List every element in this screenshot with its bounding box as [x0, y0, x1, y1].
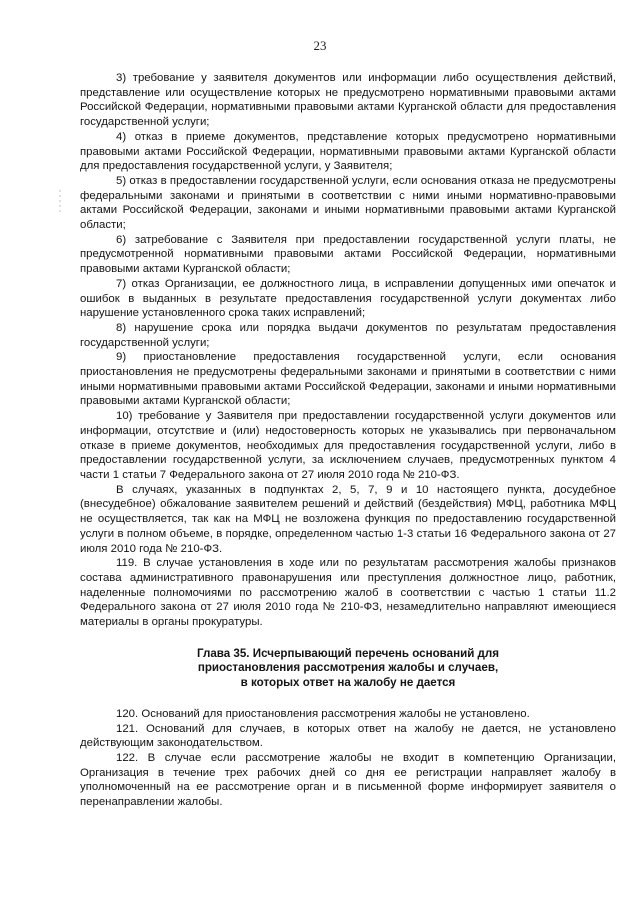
- chapter-heading-line: приостановления рассмотрения жалобы и случаев,: [197, 661, 499, 675]
- chapter-heading-line: в которых ответ на жалобу не дается: [240, 676, 456, 690]
- page-number: 23: [313, 38, 327, 53]
- paragraph-item-8: 8) нарушение срока или порядка выдачи документов по результатам предоставления государственной услуги;: [80, 321, 616, 349]
- paragraph-item-4: 4) отказ в приеме документов, представление которых предусмотрено нормативными правовыми актами Российской Федерации, нормативными правовыми актами Курганской области для предоставления государственной услуги, у Заявителя;: [80, 130, 616, 173]
- document-body: [80, 71, 616, 810]
- chapter-heading-line: Глава 35. Исчерпывающий перечень оснований для: [196, 646, 500, 660]
- paragraph-122: 122. В случае если рассмотрение жалобы не входит в компетенцию Организации, Организация в течение трех рабочих дней со дня ее регистрации направляет жалобу в уполномоченный на ее рассмотрение орган и в письменной форме информирует заявителя о перенаправлении жалобы.: [80, 751, 616, 809]
- chapter-heading: [80, 647, 616, 691]
- paragraph-item-3: 3) требование у заявителя документов или информации либо осуществления действий, представление или осуществление которых не предусмотрено нормативными правовыми актами Российской Федерации, нормативными правовыми актами Курганской области для предоставления государственной услуги;: [80, 72, 616, 129]
- paragraph-119: 119. В случае установления в ходе или по результатам рассмотрения жалобы признаков состава административного правонарушения или преступления должностное лицо, работник, наделенные полномочиями по рассмотрению жалоб в соответствии с частью 1 статьи 11.2 Федерального закона от 27 июля 2010 года № 210-ФЗ, незамедлительно направляют имеющиеся материалы в органы прокуратуры.: [80, 557, 616, 629]
- paragraph-120: 120. Оснований для приостановления рассмотрения жалобы не установлено.: [116, 707, 530, 720]
- paragraph-121: 121. Оснований для случаев, в которых ответ на жалобу не дается, не установлено действующим законодательством.: [80, 722, 616, 750]
- paragraph-item-7: 7) отказ Организации, ее должностного лица, в исправлении допущенных ими опечаток и ошибок в выданных в результате предоставления государственной услуги документах либо нарушение установленного срока таких исправлений;: [80, 277, 616, 320]
- paragraph-item-5: 5) отказ в предоставлении государственной услуги, если основания отказа не предусмотрены федеральными законами и принятыми в соответствии с ними иными нормативно-правовыми актами Российской Федерации, законами и иными нормативными правовыми актами Курганской области;: [80, 174, 616, 232]
- paragraph-item-9: 9) приостановление предоставления государственной услуги, если основания приостановления не предусмотрены федеральными законами и принятыми в соответствии с ними иными нормативными правовыми актами Российской Федерации, законами и иными нормативными правовыми актами Курганской области;: [80, 351, 616, 408]
- paragraph-mfc-note: В случаях, указанных в подпунктах 2, 5, 7, 9 и 10 настоящего пункта, досудебное (внесудебное) обжалование заявителем решений и действий (бездействия) МФЦ, работника МФЦ не осуществляется, так как на МФЦ не возложена функция по предоставлению государственной услуги в полном объеме, в порядке, определенном частью 1-3 статьи 16 Федерального закона от 27 июля 2010 года № 210-ФЗ.: [80, 483, 616, 555]
- paragraph-item-10: 10) требование у Заявителя при предоставлении государственной услуги документов или информации, отсутствие и (или) недостоверность которых не указывались при первоначальном отказе в приеме документов, необходимых для предоставления государственной услуги, либо в предоставлении государственной услуги, за исключением случаев, предусмотренных пунктом 4 части 1 статьи 7 Федерального закона от 27 июля 2010 года № 210-ФЗ.: [80, 410, 616, 481]
- paragraph-item-6: 6) затребование с Заявителя при предоставлении государственной услуги платы, не предусмотренной нормативными правовыми актами Российской Федерации, нормативными правовыми актами Курганской области;: [80, 233, 616, 276]
